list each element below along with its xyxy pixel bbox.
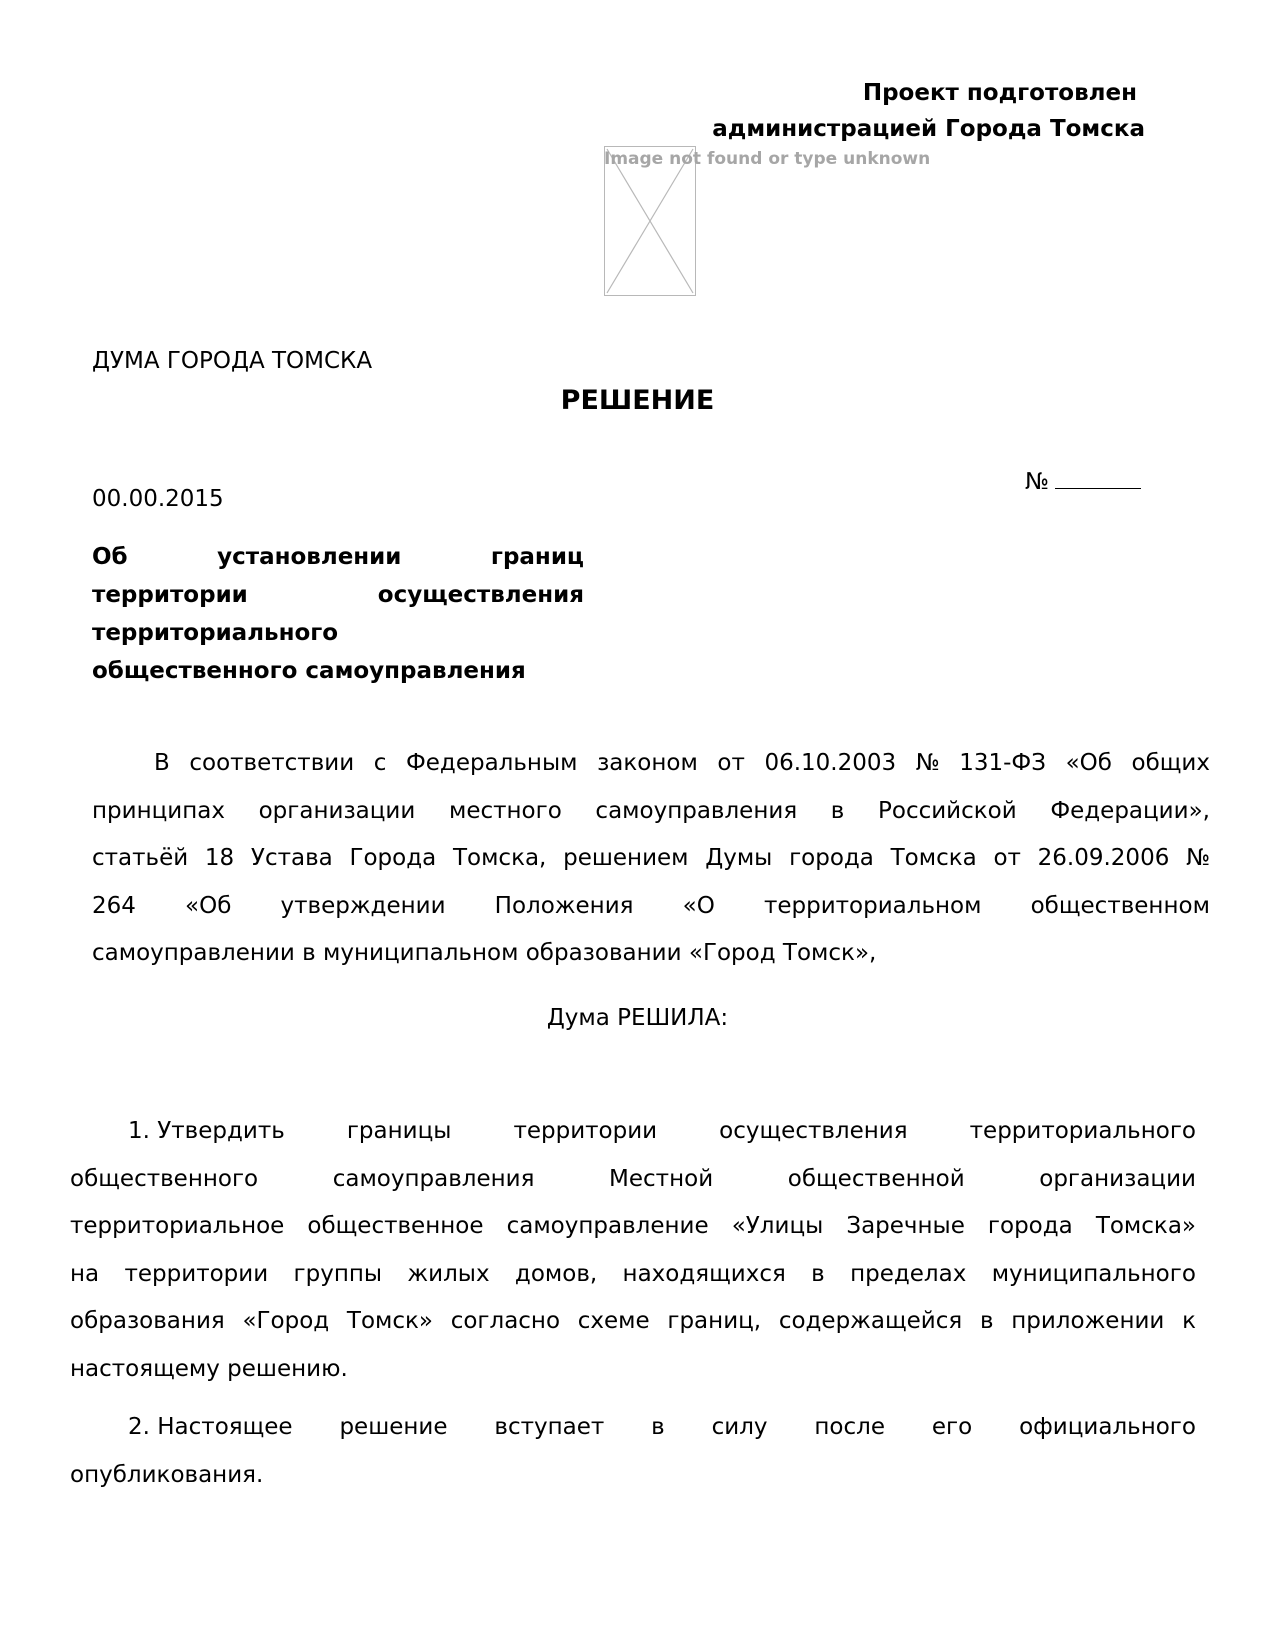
word: 131-ФЗ bbox=[959, 750, 1046, 776]
document-date: 00.00.2015 bbox=[92, 486, 224, 512]
word: принципах bbox=[92, 797, 225, 824]
word: В bbox=[154, 750, 170, 776]
word: Положения bbox=[494, 892, 634, 919]
item-line bbox=[70, 1404, 1196, 1452]
word: 18 bbox=[204, 845, 235, 871]
image-alt-text: Image not found or type unknown bbox=[604, 149, 931, 169]
broken-image-icon bbox=[605, 147, 695, 295]
word: «Об bbox=[1065, 750, 1112, 776]
number-blank-line bbox=[1055, 466, 1141, 489]
subject-line: общественного самоуправления bbox=[92, 658, 526, 684]
item-line bbox=[70, 1108, 1196, 1156]
word: Местной bbox=[609, 1165, 714, 1192]
word: Томска bbox=[890, 845, 977, 871]
word: общественном bbox=[1030, 892, 1210, 919]
word: «Об bbox=[185, 892, 232, 919]
word: самоуправления bbox=[332, 1165, 535, 1192]
word: «О bbox=[682, 892, 715, 919]
word: Устава bbox=[250, 845, 333, 871]
word: организации bbox=[258, 797, 416, 824]
preamble-line: самоуправлении в муниципальном образовании «Город Томск», bbox=[92, 940, 877, 966]
word: Федерации», bbox=[1050, 797, 1210, 824]
word: домов, bbox=[514, 1260, 598, 1287]
word: общих bbox=[1131, 750, 1210, 776]
word: самоуправления bbox=[595, 797, 798, 824]
word: территории bbox=[513, 1118, 658, 1144]
prepared-by-line-2: администрацией Города Томска bbox=[712, 116, 1145, 142]
word: самоуправление bbox=[506, 1213, 709, 1239]
word: 26.09.2006 bbox=[1037, 845, 1170, 871]
word: согласно bbox=[450, 1308, 561, 1334]
item-line: настоящему решению. bbox=[70, 1355, 348, 1382]
word: муниципального bbox=[991, 1260, 1196, 1287]
word: территориального bbox=[969, 1118, 1196, 1144]
word: 1. Утвердить bbox=[128, 1118, 285, 1144]
word: от bbox=[717, 750, 745, 776]
word: решением bbox=[563, 845, 689, 871]
word: Томска» bbox=[1095, 1213, 1196, 1239]
subject-line bbox=[92, 576, 584, 614]
word: пределах bbox=[850, 1260, 967, 1287]
word: границ bbox=[490, 544, 584, 570]
word: законом bbox=[597, 750, 698, 776]
word: после bbox=[814, 1414, 885, 1440]
item-line bbox=[70, 1251, 1196, 1299]
preamble-line bbox=[92, 835, 1210, 883]
preamble-paragraph bbox=[92, 740, 1210, 978]
word: к bbox=[1182, 1308, 1196, 1334]
word: Об bbox=[92, 544, 128, 570]
word: соответствии bbox=[189, 750, 355, 776]
word: общественного bbox=[70, 1165, 259, 1192]
word: его bbox=[931, 1414, 973, 1440]
document-number bbox=[1025, 466, 1141, 497]
word: территориальное bbox=[70, 1213, 285, 1239]
number-label: № bbox=[1025, 469, 1049, 495]
word: города bbox=[789, 845, 874, 871]
word: Томска, bbox=[452, 845, 547, 871]
item-line bbox=[70, 1298, 1196, 1346]
resolution-item-1 bbox=[70, 1108, 1196, 1393]
preamble-line bbox=[92, 883, 1210, 931]
word: территориальном bbox=[763, 892, 982, 919]
word: «Город bbox=[242, 1308, 330, 1334]
word: силу bbox=[711, 1414, 768, 1440]
word: границы bbox=[346, 1118, 452, 1144]
word: Российской bbox=[878, 797, 1017, 824]
document-subject bbox=[92, 538, 584, 690]
word: организации bbox=[1039, 1165, 1196, 1192]
word: в bbox=[830, 797, 845, 824]
word: статьёй bbox=[92, 845, 189, 871]
word: 06.10.2003 bbox=[764, 750, 897, 776]
word: образования bbox=[70, 1308, 225, 1334]
preamble-line bbox=[92, 740, 1210, 788]
word: жилых bbox=[407, 1260, 490, 1287]
word: утверждении bbox=[280, 892, 446, 919]
word: решение bbox=[339, 1414, 448, 1440]
word: «Улицы bbox=[731, 1213, 824, 1239]
word: общественной bbox=[787, 1165, 965, 1192]
authority-name: ДУМА ГОРОДА ТОМСКА bbox=[92, 348, 373, 374]
word: 2. Настоящее bbox=[128, 1414, 293, 1440]
word: с bbox=[373, 750, 387, 776]
word: территории bbox=[92, 582, 248, 608]
document-type-title: РЕШЕНИЕ bbox=[560, 385, 715, 416]
word: содержащейся bbox=[778, 1308, 963, 1334]
word: находящихся bbox=[622, 1260, 786, 1287]
word: № bbox=[1186, 845, 1210, 871]
word: Города bbox=[349, 845, 437, 871]
resolution-heading: Дума РЕШИЛА: bbox=[546, 1005, 729, 1031]
item-line: опубликования. bbox=[70, 1461, 264, 1488]
resolution-item-2 bbox=[70, 1404, 1196, 1499]
item-line bbox=[70, 1156, 1196, 1204]
word: Томск» bbox=[346, 1308, 433, 1334]
word: Федеральным bbox=[405, 750, 578, 776]
word: схеме bbox=[577, 1308, 650, 1334]
subject-line bbox=[92, 538, 584, 576]
word: официального bbox=[1019, 1414, 1196, 1440]
word: общественное bbox=[307, 1213, 484, 1239]
word: группы bbox=[293, 1260, 383, 1287]
word: местного bbox=[448, 797, 562, 824]
word: осуществления bbox=[719, 1118, 908, 1144]
prepared-by-line-1: Проект подготовлен bbox=[862, 80, 1137, 106]
word: осуществления bbox=[377, 582, 584, 608]
word: границ, bbox=[667, 1308, 762, 1334]
word: города bbox=[987, 1213, 1073, 1239]
word: вступает bbox=[494, 1414, 605, 1440]
word: в bbox=[979, 1308, 994, 1334]
word: в bbox=[811, 1260, 825, 1287]
preamble-line bbox=[92, 788, 1210, 836]
word: Заречные bbox=[846, 1213, 965, 1239]
word: 264 bbox=[92, 892, 136, 919]
item-line bbox=[70, 1203, 1196, 1251]
word: от bbox=[993, 845, 1021, 871]
word: территории bbox=[124, 1260, 269, 1287]
word: в bbox=[651, 1414, 665, 1440]
word: приложении bbox=[1011, 1308, 1165, 1334]
word: № bbox=[915, 750, 940, 776]
word: на bbox=[70, 1260, 100, 1287]
word: установлении bbox=[217, 544, 402, 570]
word: Думы bbox=[705, 845, 773, 871]
subject-line: территориального bbox=[92, 620, 339, 646]
